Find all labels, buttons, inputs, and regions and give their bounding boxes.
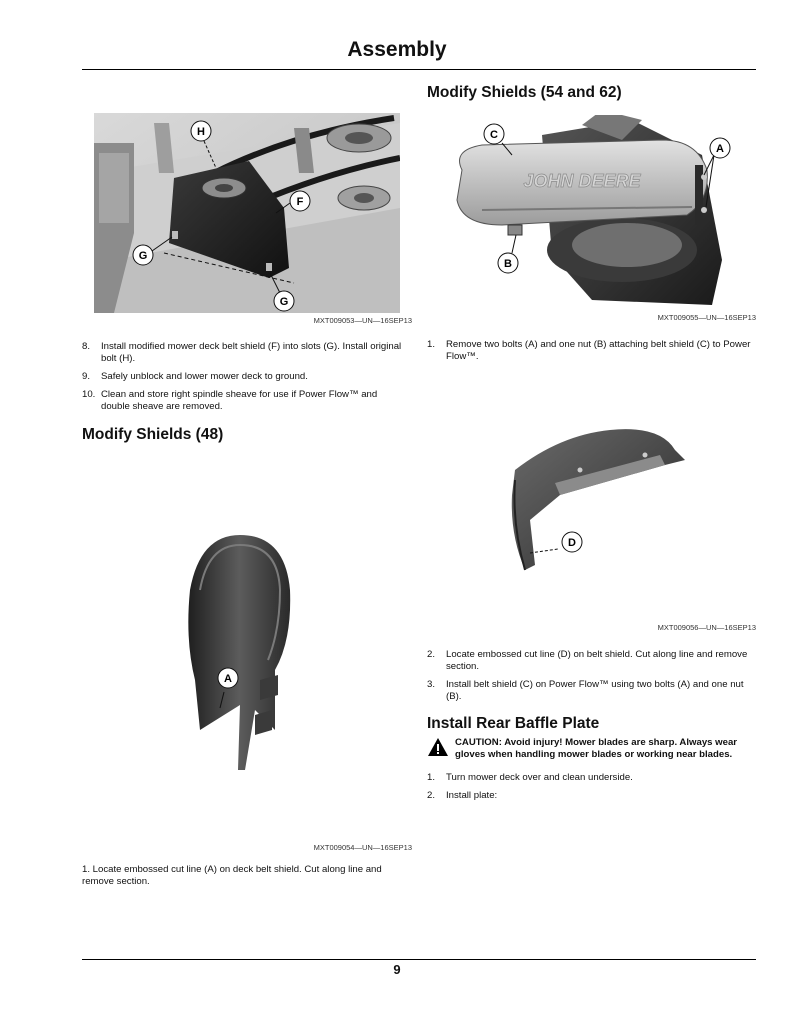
step-number: 10. [82,389,96,400]
heading-install-rear-baffle-plate: Install Rear Baffle Plate [427,715,600,732]
step-number: 2. [427,649,436,660]
page-number: 9 [393,962,401,977]
callout-h: H [197,126,205,138]
step-text: Turn mower deck over and clean underside. [446,772,633,783]
step-number: 2. [427,790,436,801]
heading-modify-shields-48: Modify Shields (48) [82,426,224,443]
list-item [427,339,757,363]
figure-deck-belt-shield-illustration [180,530,305,770]
step-text: Safely unblock and lower mower deck to ground. [101,371,308,382]
callout-g-2: G [279,296,289,308]
caution-text: CAUTION: Avoid injury! Mower blades are sharp. Always wear gloves when handling mower blades or working near blades. [455,737,738,760]
callout-d: D [568,537,576,549]
step-locate-cut-line-a: 1. Locate embossed cut line (A) on deck belt shield. Cut along line and remove section. [82,864,382,887]
steps-remove-bolts [427,339,757,369]
steps-rear-baffle [427,772,757,808]
heading-modify-shields-54-62: Modify Shields (54 and 62) [427,84,622,101]
callout-a: A [716,143,724,155]
step-text: Install modified mower deck belt shield (F) into slots (G). Install original bolt (H). [101,341,402,364]
step-text: Install belt shield (C) on Power Flow™ using two bolts (A) and one nut (B). [446,679,744,702]
figure-shield-cut-line-d [500,425,695,575]
figure-shield-power-flow-illustration [442,115,742,310]
figure-caption-mxt009053: MXT009053—UN—16SEP13 [313,316,412,325]
step-text: Locate embossed cut line (D) on belt shield. Cut along line and remove section. [446,649,748,672]
footer-rule [82,959,756,960]
callout-b: B [504,258,512,270]
warning-triangle-icon [427,737,449,757]
steps-install-shield [82,341,407,419]
step-number: 9. [82,371,91,382]
caution-notice [427,737,757,761]
figure-caption-mxt009055: MXT009055—UN—16SEP13 [657,313,756,322]
header-rule [82,69,756,70]
step-number: 1. [427,772,436,783]
figure-shield-cut-line-d-illustration [500,425,695,575]
callout-g-1: G [138,250,148,262]
callout-a: A [224,673,232,685]
figure-caption-mxt009054: MXT009054—UN—16SEP13 [313,843,412,852]
list-item [427,649,757,673]
callout-c: C [490,129,498,141]
figure-shield-power-flow [442,115,742,310]
shield-brand-emboss: JOHN DEERE [523,171,641,191]
figure-deck-belt-shield-cut-line-a [180,530,305,770]
list-item [82,371,407,383]
step-text: Remove two bolts (A) and one nut (B) attaching belt shield (C) to Power Flow™. [446,339,751,362]
steps-cut-and-install [427,649,757,709]
list-item [427,790,757,802]
figure-belt-shield-install [94,113,400,313]
list-item [427,772,757,784]
step-number: 8. [82,341,91,352]
step-number: 1. [427,339,436,350]
list-item [427,679,757,703]
step-number: 3. [427,679,436,690]
step-text: Install plate: [446,790,498,801]
callout-f: F [296,196,304,208]
step-text: Clean and store right spindle sheave for use if Power Flow™ and double sheave are removed. [101,389,378,412]
figure-belt-shield-install-illustration [94,113,400,313]
list-item [82,341,407,365]
list-item [82,389,407,413]
figure-caption-mxt009056: MXT009056—UN—16SEP13 [657,623,756,632]
page-title: Assembly [347,38,447,61]
